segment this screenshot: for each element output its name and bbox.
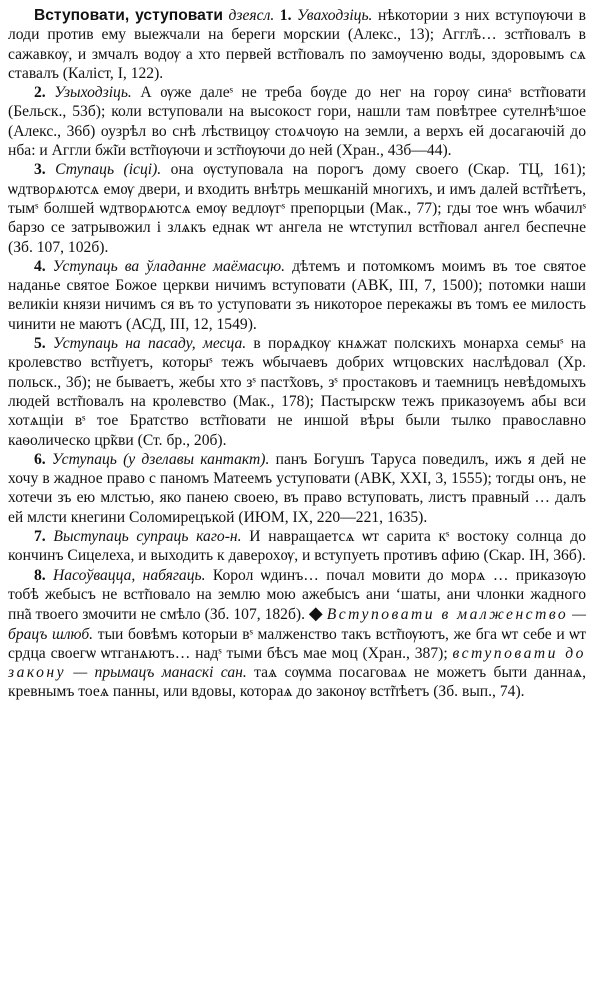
sense-gloss: Выступаць супраць каго-н.: [53, 528, 242, 546]
sense-gloss: Уваходзіць.: [297, 7, 373, 24]
sense-text: Корол ѡдинъ… почал мовити до морѧ … приказѹю тобѣ жебысъ не вст̃повало на землю мою ажебысъ ани ‘шаты, ани члонки жадного пн̃а твоего змочити не смѣло (Зб. 107, 182б).: [8, 566, 587, 624]
sense-gloss: Уступаць на пасаду, месца.: [52, 335, 247, 353]
phrase-gloss: — прымацъ манаскі сан.: [73, 664, 247, 682]
sense-text: она ѹступовала на порогъ дому своего (Скар. ТЦ, 161); ѡдтворѧютсѧ емѹ двери, и входить внѣтрь мешканій многихъ, и имъ далей вст̃пѣетъ, тымˢ болшей ѡдтворѧютсѧ емѹ ведлѹгˢ препорцыи (Мак., 77); гды тое ѡнъ ѡбачилˢ барзо се затрывожил і злѧкъ еднак ѡт ангела не ѡтступил вст̃повал ангел беспечне (Зб. 107, 102б).: [8, 161, 586, 256]
sense-number: 8.: [34, 566, 46, 584]
sense-text: дѣтемъ и потомкомъ моимъ въ тое святое наданье святое Божое церкви ничимъ вступовати (АВК, ІІІ, 7, 1500); потомки наши великіи князи ничимъ ся въ то уступовати зъ никоторое перекажы въ томъ ее милость чинити не маютъ (АСД, ІІІ, 12, 1549).: [8, 257, 587, 333]
sense-gloss: Уступаць (у дзелавы кантакт).: [51, 450, 270, 468]
phrase-text: таѧ сѹмма посаговаѧ не можетъ быти даннаѧ, кревнымъ тоеѧ панны, или вдовы, котораѧ до законѹ вст̃пѣетъ (Зб. вып., 74).: [8, 664, 586, 701]
sense-text: панъ Богушъ Таруса поведилъ, ижъ я дей не хочу в жадное право с паномъ Матеемъ уступовати (АВК, ХХІ, 3, 1555); тогды онъ, не хотечи зъ ею млстью, яко панею своею, въ право вступовать, листъ правный … далъ ей млсти кнегини Соломирецъкой (ИЮМ, IX, 220—221, 1635).: [8, 450, 586, 526]
sense-5: [8, 334, 586, 450]
sense-gloss: Уступаць ва ўладанне маёмасцю.: [52, 257, 286, 275]
sense-3: [8, 160, 586, 256]
sense-number: 4.: [34, 257, 46, 275]
sense-number: 6.: [34, 450, 46, 468]
sense-7: [8, 527, 586, 566]
phrase-text: тыи бовѣмъ которыи вˢ малженство такъ вст̃пѹютъ, же бга ѡт себе и ѡт срдца своегѡ ѡтганѧютъ… надˢ тыми бѣсъ мае моц (Хран., 387);: [8, 625, 587, 662]
sense-number: 2.: [34, 84, 46, 102]
sense-text: А ѹже далеˢ не треба бѹде до нег на горѹ синаˢ вст̃повати (Бельск., 53б); коли вступовали на высокост гори, нашли там повѣтрее сутелнѣˢшое (Алекс., 36б) оузрѣл во снѣ лѣствицѹ стоѧчѹю на земли, а верхъ ей досагаючій до нба: и Аггли бж̃іи вст̃пѹючи и зст̃пѹючи до ней (Хран., 43б—44).: [8, 84, 586, 160]
sense-2: [8, 83, 586, 160]
sense-text: И навращаетсѧ ѡт сарита кˢ востоку солнца до кончинъ Сицелеха, и выходить к даверохѹ, и вступуеть противъ ɑфию (Скар. ІН, 36б).: [8, 528, 587, 565]
headword: Вступовати, уступовати: [34, 7, 223, 24]
dictionary-entry: [8, 6, 586, 702]
sense-text: нѣкотории з них вступѹючи в лоди против ему выежчали на береги морскии (Алекс., 13); Аггл̃ъ… зст̃повалъ в сажавкѹ, и змчалъ водѹ а хто первей вст̃повалъ по замѹченю воды, здоровымъ сѧ ставалъ (Каліст, І, 122).: [8, 7, 586, 82]
sense-1: [8, 6, 586, 83]
sense-text: в порѧдкѹ кнѧжат полскихъ монарха семыˢ на кролевство вст̃пуетъ, которыˢ тежъ ѡбычаевъ добрих ѡтцовских наслѣдовал (Хр. польск., 3б); не бываетъ, жебы хто зˢ паст̃ховъ, зˢ простаковъ и таемницъ невѣдомыхъ людей вст̃повалъ на кролевство (Мак., 178); Пастырскѡ тежъ приказѹемъ абы вси хотѧщіи вˢ тое Братство вст̃повати не иншой вѣры были тылко православно каѳолическо цр̃кви (Ст. бр., 20б).: [8, 335, 586, 449]
sense-number: 1.: [279, 7, 292, 24]
sense-number: 7.: [34, 528, 46, 546]
phrase-gloss: — брацъ шлюб.: [8, 606, 587, 643]
phrase-term: Вступовати в малженство: [326, 606, 569, 624]
sense-8: [8, 566, 586, 702]
part-of-speech: дзеясл.: [228, 7, 275, 24]
sense-gloss: Ступаць (ісці).: [55, 161, 162, 179]
diamond-icon: ◆: [308, 603, 323, 624]
sense-number: 3.: [34, 161, 46, 179]
sense-number: 5.: [34, 335, 46, 353]
sense-6: [8, 450, 586, 527]
phrase-term: вступовати до закону: [8, 644, 586, 682]
sense-gloss: Насоўвацца, набягаць.: [53, 566, 206, 584]
sense-4: [8, 257, 586, 334]
sense-gloss: Узыходзіць.: [54, 84, 132, 102]
